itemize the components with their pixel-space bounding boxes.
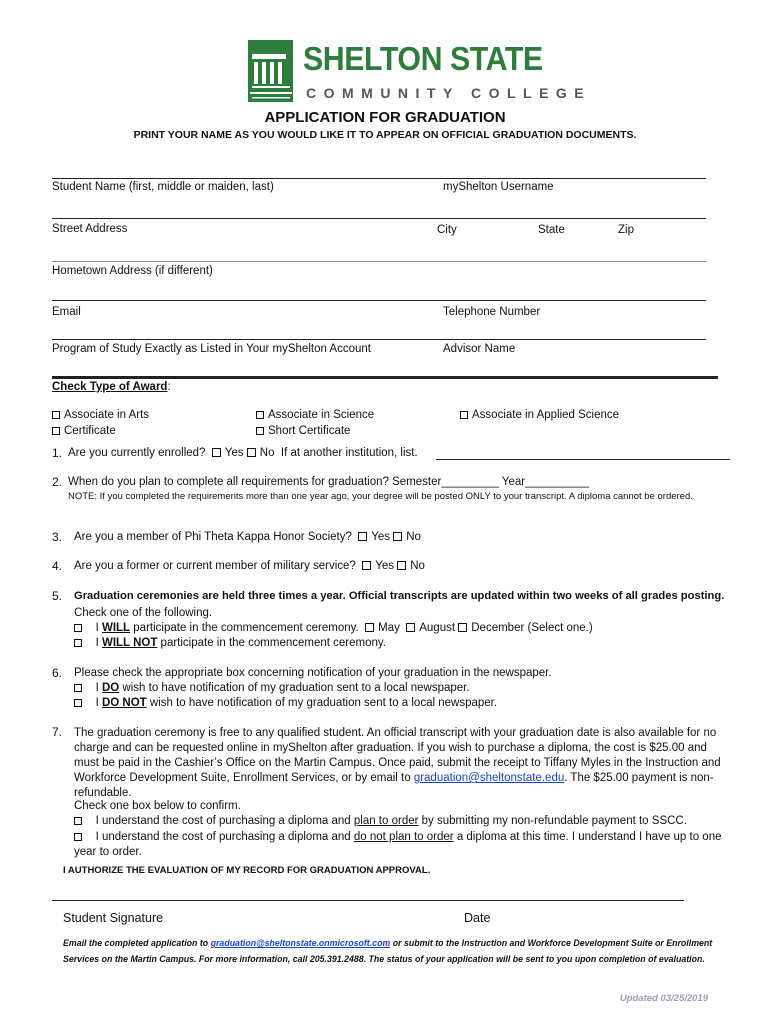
q1-question: Are you currently enrolled? Yes No If at another institution, list. — [68, 447, 418, 459]
award-associate-applied-science[interactable]: Associate in Applied Science — [460, 409, 619, 421]
award-associate-arts[interactable]: Associate in Arts — [52, 409, 149, 421]
signature-line[interactable] — [52, 900, 684, 901]
program-label: Program of Study Exactly as Listed in Your myShelton Account — [52, 343, 371, 355]
q4-number: 4. — [52, 559, 63, 573]
q3-yes-checkbox[interactable] — [358, 532, 367, 541]
award-certificate[interactable]: Certificate — [52, 425, 116, 437]
q7-option-not-plan-to-order[interactable]: I understand the cost of purchasing a diploma and do not plan to order a diploma at this time. I understand I have up to one year to order. — [74, 831, 722, 858]
checkbox-icon[interactable] — [74, 639, 82, 647]
telephone-label: Telephone Number — [443, 306, 541, 318]
checkbox-icon[interactable] — [74, 833, 82, 841]
state-label: State — [538, 224, 565, 236]
q5-option-will[interactable]: I WILL participate in the commencement ceremony. May August December (Select one.) — [74, 622, 593, 634]
city-label: City — [437, 224, 457, 236]
q5-number: 5. — [52, 589, 63, 603]
award-short-certificate[interactable]: Short Certificate — [256, 425, 350, 437]
hometown-label: Hometown Address (if different) — [52, 265, 213, 277]
logo-subtitle: COMMUNITY COLLEGE — [306, 85, 592, 101]
checkbox-icon[interactable] — [52, 427, 60, 435]
q6-option-do[interactable]: I DO wish to have notification of my graduation sent to a local newspaper. — [74, 682, 470, 694]
q1-institution-line[interactable] — [436, 459, 730, 460]
checkbox-icon[interactable] — [460, 411, 468, 419]
hometown-line[interactable] — [52, 261, 706, 262]
username-label: myShelton Username — [443, 181, 554, 193]
zip-label: Zip — [618, 224, 634, 236]
q4-yes-checkbox[interactable] — [362, 561, 371, 570]
q5-heading: Graduation ceremonies are held three times a year. Official transcripts are updated within two weeks of all grades posting. — [74, 590, 725, 602]
q5-check-instruction: Check one of the following. — [74, 607, 213, 619]
q2-question[interactable]: When do you plan to complete all requirements for graduation? Semester_________ Year__________ — [68, 476, 590, 488]
graduation-email-link[interactable]: graduation@sheltonstate.edu — [413, 772, 565, 784]
q4-no-checkbox[interactable] — [397, 561, 406, 570]
college-logo — [248, 40, 592, 102]
q3-question: Are you a member of Phi Theta Kappa Honor Society? Yes No — [74, 531, 421, 543]
logo-name: SHELTON STATE — [303, 40, 543, 77]
authorize-statement: I AUTHORIZE THE EVALUATION OF MY RECORD FOR GRADUATION APPROVAL. — [63, 865, 431, 876]
program-line[interactable] — [52, 339, 706, 340]
q3-no-checkbox[interactable] — [393, 532, 402, 541]
may-checkbox[interactable] — [365, 623, 374, 632]
award-associate-science[interactable]: Associate in Science — [256, 409, 374, 421]
q3-number: 3. — [52, 530, 63, 544]
email-label: Email — [52, 306, 81, 318]
checkbox-icon[interactable] — [74, 817, 82, 825]
checkbox-icon[interactable] — [256, 427, 264, 435]
q1-yes-checkbox[interactable] — [212, 448, 221, 457]
q7-paragraph: The graduation ceremony is free to any qualified student. An official transcript with your graduation date is also available for no charge and can be requested online in myShelton after graduation. If you wish to purchase a diploma, the cost is $25.00 and must be paid in the Cashier’s Office on the Martin Campus. Once paid, submit the receipt to Tiffany Myles in the Instruction and Workforce Development Suite, Enrollment Services, or by email to graduation@sheltonstate.edu. The $25.00 payment is non-refundable. — [74, 727, 721, 799]
q2-number: 2. — [52, 475, 63, 489]
checkbox-icon[interactable] — [52, 411, 60, 419]
q7-number: 7. — [52, 725, 63, 739]
updated-date: Updated 03/25/2019 — [619, 993, 708, 1004]
q1-number: 1. — [52, 446, 63, 460]
december-checkbox[interactable] — [458, 623, 467, 632]
q4-question: Are you a former or current member of military service? Yes No — [74, 560, 425, 572]
checkbox-icon[interactable] — [74, 684, 82, 692]
footer-email-link[interactable]: graduation@sheltonstate.onmicrosoft.com — [210, 938, 391, 948]
student-signature-label: Student Signature — [63, 911, 164, 925]
date-label: Date — [464, 911, 491, 925]
student-name-label: Student Name (first, middle or maiden, last) — [52, 181, 274, 193]
checkbox-icon[interactable] — [256, 411, 264, 419]
footer-instructions: Email the completed application to graduation@sheltonstate.onmicrosoft.com or submit to the Instruction and Workforce Development Suite or Enrollment Services on the Martin Campus. For more information, call 205.391.2488. The status of your application will be sent to you upon completion of evaluation. — [63, 938, 713, 964]
advisor-label: Advisor Name — [443, 343, 516, 355]
address-line[interactable] — [52, 218, 706, 219]
award-heading: Check Type of Award: — [52, 381, 171, 393]
q6-question: Please check the appropriate box concerning notification of your graduation in the newspaper. — [74, 667, 552, 679]
street-label: Street Address — [52, 223, 128, 235]
student-name-line[interactable] — [52, 178, 706, 179]
q1-no-checkbox[interactable] — [247, 448, 256, 457]
august-checkbox[interactable] — [406, 623, 415, 632]
q7-check-instruction: Check one box below to confirm. — [74, 800, 241, 812]
checkbox-icon[interactable] — [74, 699, 82, 707]
q7-option-plan-to-order[interactable]: I understand the cost of purchasing a diploma and plan to order by submitting my non-refundable payment to SSCC. — [74, 815, 687, 827]
q6-number: 6. — [52, 666, 63, 680]
q5-option-will-not[interactable]: I WILL NOT participate in the commencement ceremony. — [74, 637, 386, 649]
q2-note: NOTE: If you completed the requirements more than one year ago, your degree will be posted ONLY to your transcript. A diploma cannot be ordered. — [68, 491, 693, 502]
logo-building-icon — [248, 40, 293, 102]
q6-option-do-not[interactable]: I DO NOT wish to have notification of my graduation sent to a local newspaper. — [74, 697, 497, 709]
page-subtitle: PRINT YOUR NAME AS YOU WOULD LIKE IT TO APPEAR ON OFFICIAL GRADUATION DOCUMENTS. — [133, 129, 637, 141]
page-title: APPLICATION FOR GRADUATION — [264, 109, 506, 126]
section-divider — [52, 376, 718, 379]
email-line[interactable] — [52, 300, 706, 301]
checkbox-icon[interactable] — [74, 624, 82, 632]
